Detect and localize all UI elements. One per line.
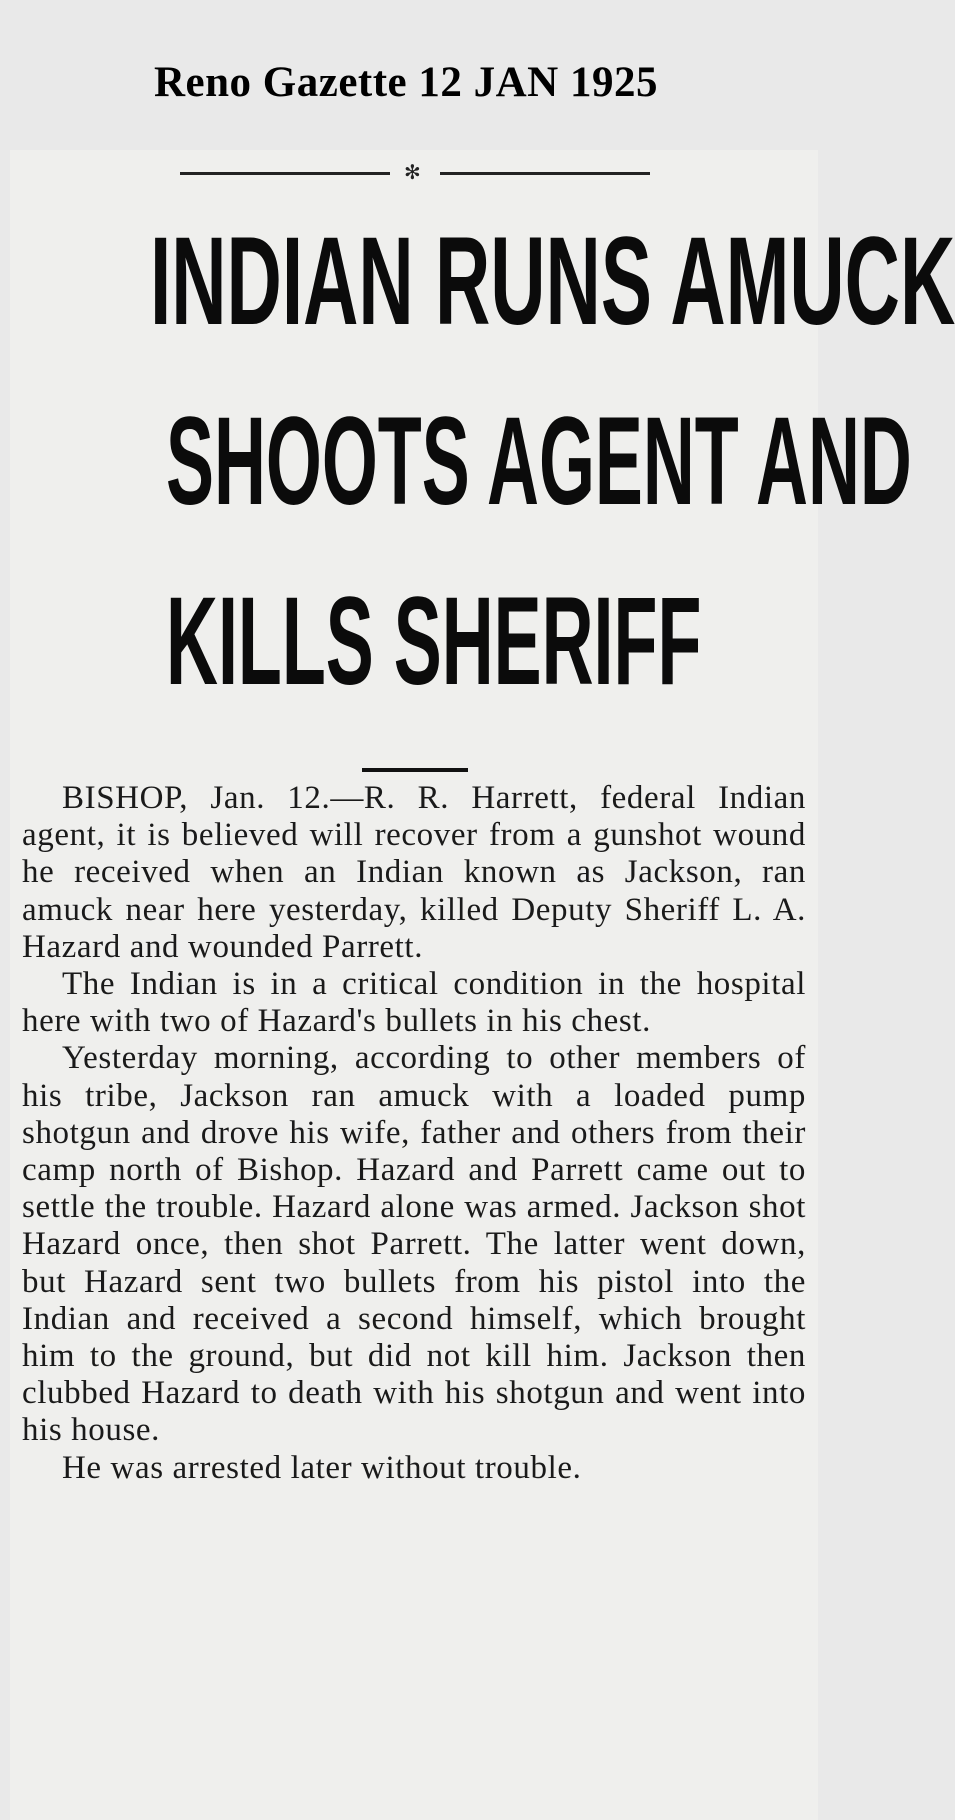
article-body <box>22 780 806 1487</box>
rule-line-right <box>440 172 650 175</box>
ornament-star-icon: ✻ <box>404 160 421 184</box>
headline-line-2: SHOOTS AGENT AND <box>166 390 912 531</box>
ornamental-rule <box>180 160 650 184</box>
article-paragraph: The Indian is in a critical condition in the hospital here with two of Hazard's bullets in his chest. <box>22 966 806 1040</box>
article-paragraph: He was arrested later without trouble. <box>62 1449 582 1486</box>
rule-line-left <box>180 172 390 175</box>
headline-line-1: INDIAN RUNS AMUCK <box>150 210 955 351</box>
source-label: Reno Gazette 12 JAN 1925 <box>153 59 658 106</box>
article-paragraph: Yesterday morning, according to other members of his tribe, Jackson ran amuck with a loaded pump shotgun and drove his wife, father and others from their camp north of Bishop. Hazard and Parrett came out to settle the trouble. Hazard alone was armed. Jackson shot Hazard once, then shot Parrett. The latter went down, but Hazard sent two bullets from his pistol into the Indian and received a second himself, which brought him to the ground, but did not kill him. Jackson then clubbed Hazard to death with his shotgun and went into his house. <box>22 1040 806 1449</box>
headline-divider <box>362 768 468 772</box>
newspaper-clipping <box>10 150 955 1820</box>
headline-line-3: KILLS SHERIFF <box>166 570 702 711</box>
article-paragraph: BISHOP, Jan. 12.—R. R. Harrett, federal Indian agent, it is believed will recover from a gunshot wound he received when an Indian known as Jackson, ran amuck near here yesterday, killed Deputy Sheriff L. A. Hazard and wounded Parrett. <box>22 780 806 965</box>
